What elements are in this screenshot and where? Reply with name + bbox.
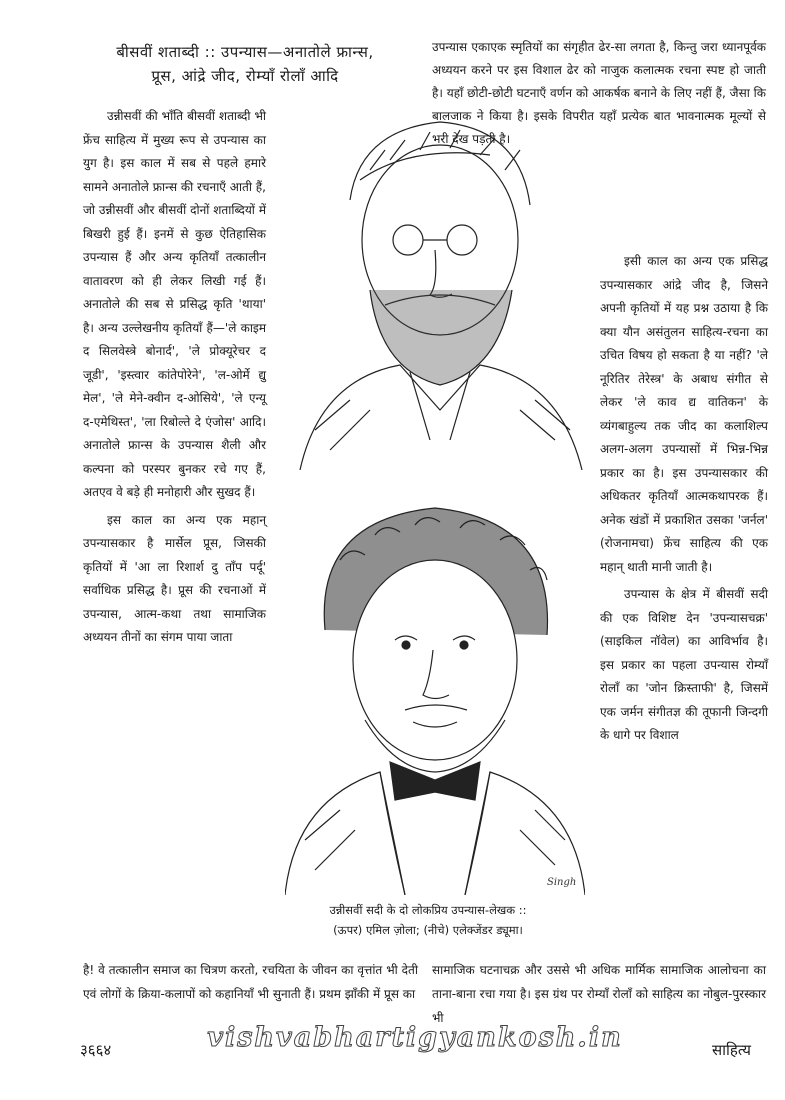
caption-line-1: उन्नीसवीं सदी के दो लोकप्रिय उपन्यास-लेखक ::	[329, 903, 527, 917]
artist-signature: Singh	[547, 877, 577, 888]
paragraph: उपन्यास एकाएक स्मृतियों का संगृहीत ढेर-सा लगता है, किन्तु जरा ध्यानपूर्वक अध्ययन करने पर इस विशाल ढेर को नाजुक कलात्मक रचना स्पष्ट हो जाती है। यहाँ छोटी-छोटी घटनाएँ वर्णन को आकर्षक बनाने के लिए नहीं हैं, जैसा कि बालजाक ने किया है। इसके विपरीत यहाँ प्रत्येक बात भावनात्मक मूल्यों से भरी देख पड़ती है।	[432, 40, 766, 146]
bottom-left-text	[83, 958, 418, 1006]
figure-caption	[278, 900, 578, 940]
paragraph: इसी काल का अन्य एक प्रसिद्ध उपन्यासकार आंद्रे जीद है, जिसने अपनी कृतियों में यह प्रश्न उठाया है कि क्या यौन असंतुलन साहित्य-रचना का उचित विषय हो सकता है या नहीं? 'ले नूरितिर तेरेस्त्र' के अबाध संगीत से लेकर 'ले काव द्य वातिकन' के व्यंगबाहुल्य तक जीद का कलाशिल्प अलग-अलग उपन्यासों में भिन्न-भिन्न प्रकार का है। इस उपन्यासकार की अधिकतर कृतियाँ आत्मकथापरक हैं। अनेक खंडों में प्रकाशित उसका 'जर्नल' (रोजनामचा) फ्रेंच साहित्य की एक महान् थाती मानी जाती है।	[600, 254, 768, 574]
paragraph: सामाजिक घटनाचक्र और उससे भी अधिक मार्मिक सामाजिक आलोचना का ताना-बाना रचा गया है। इस ग्रंथ पर रोम्याँ रोलाँ को साहित्य का नोबुल-पुरस्कार भी	[432, 963, 766, 1025]
paragraph: है! वे तत्कालीन समाज का चित्रण करतो, रचयिता के जीवन का वृत्तांत भी देती एवं लोगों के क्रिया-कलापों को कहानियाँ भी सुनाती हैं। प्रथम झाँकी में प्रूस का	[83, 963, 418, 1001]
portrait-alexandre-dumas	[285, 500, 585, 895]
section-heading	[80, 40, 410, 88]
paragraph: उन्नीसवीं की भाँति बीसवीं शताब्दी भी फ्रेंच साहित्य में मुख्य रूप से उपन्यास का युग है। इस काल में सब से पहले हमारे सामने अनातोले फ्रान्स की रचनाएँ आती हैं, जो उन्नीसवीं और बीसवीं दोनों शताब्दियों में बिखरी हुई हैं। इनमें से कुछ ऐतिहासिक उपन्यास हैं और अन्य कृतियाँ तत्कालीन वातावरण को ही लेकर लिखी गई हैं। अनातोले की सब से प्रसिद्ध कृति 'थाया' है। अन्य उल्लेखनीय कृतियाँ हैं—'ले काइम द सिलवेस्त्रे बोनार्द', 'ले प्रोक्यूरेचर द जूडी', 'इस्त्वार कांतेपोरेने', 'ल-ओर्मे द्यु मेल', 'ले मेने-क्वीन द-ओसिये', 'ले एन्यू द-एमेथिस्त', 'ला रिबोल्ते दे एंजोस' आदि। अनातोले फ्रान्स के उपन्यास शैली और कल्पना को परस्पर बुनकर रचे गए हैं, अतएव वे बड़े ही मनोहारी और सुखद हैं।	[83, 109, 266, 499]
paragraph: इस काल का अन्य एक महान् उपन्यासकार है मार्सेल प्रूस, जिसकी कृतियों में 'आ ला रिशार्श दु ताँप पर्दू' सर्वाधिक प्रसिद्ध है। प्रूस की रचनाओं में उपन्यास, आत्म-कथा तथा सामाजिक अध्ययन तीनों का संगम पाया जाता	[83, 512, 266, 644]
section-name: साहित्य	[712, 1041, 751, 1059]
paragraph: उपन्यास के क्षेत्र में बीसवीं सदी की एक विशिष्ट देन 'उपन्यासचक्र' (साइकिल नॉवेल) का आविर्भाव है। इस प्रकार का पहला उपन्यास रोम्याँ रोलाँ का 'जोन क्रिस्ताफी' है, जिसमें एक जर्मन संगीतज्ञ की तूफानी जिन्दगी के धागे पर विशाल	[600, 587, 768, 742]
page-number: ३६६४	[80, 1041, 112, 1059]
heading-line-1: बीसवीं शताब्दी :: उपन्यास—अनातोले फ्रान्स,	[116, 43, 374, 61]
heading-line-2: प्रूस, आंद्रे जीद, रोम्याँ रोलाँ आदि	[151, 67, 339, 85]
watermark: vishvabhartigyankosh.in	[207, 1022, 623, 1053]
right-column	[600, 250, 768, 748]
caption-line-2: (ऊपर) एमिल ज़ोला; (नीचे) एलेक्जेंडर ड्यूमा।	[333, 923, 523, 937]
bottom-right-text	[432, 958, 766, 1030]
left-column	[83, 105, 266, 650]
portrait-emile-zola	[290, 110, 590, 470]
